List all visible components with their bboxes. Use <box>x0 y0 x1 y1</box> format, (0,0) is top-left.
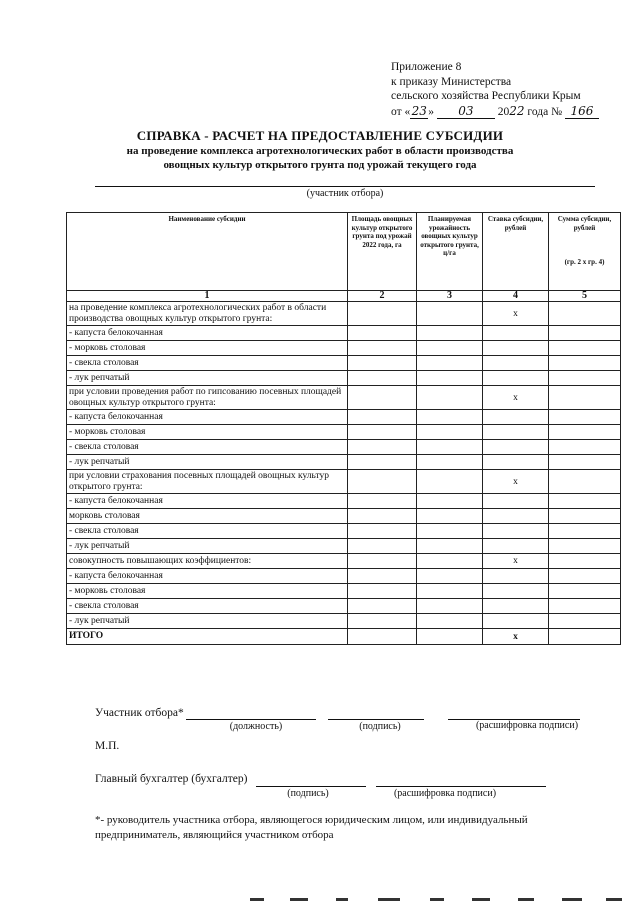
row-rate-cell[interactable] <box>483 341 549 356</box>
row-subsidy-name: при условии проведения работ по гипсованию посевных площадей овощных культур открытого грунта: <box>67 386 348 410</box>
row-rate-cell[interactable] <box>483 509 549 524</box>
row-sum-cell[interactable] <box>549 584 621 599</box>
row-area-cell[interactable] <box>348 509 417 524</box>
participant-signature-line[interactable] <box>328 718 424 720</box>
row-subsidy-name: - капуста белокочанная <box>67 569 348 584</box>
subsidy-table <box>66 212 621 645</box>
accountant-signature-caption: (подпись) <box>287 788 329 799</box>
column-number: 1 <box>67 291 348 302</box>
row-yield-cell[interactable] <box>417 494 483 509</box>
row-sum-cell[interactable] <box>549 470 621 494</box>
row-area-cell[interactable] <box>348 425 417 440</box>
row-yield-cell[interactable] <box>417 554 483 569</box>
total-sum-cell[interactable] <box>549 629 621 645</box>
table-row <box>67 554 621 569</box>
row-subsidy-name: - капуста белокочанная <box>67 494 348 509</box>
scan-artifact <box>250 898 640 902</box>
row-yield-cell[interactable] <box>417 614 483 629</box>
row-yield-cell[interactable] <box>417 386 483 410</box>
row-sum-cell[interactable] <box>549 569 621 584</box>
column-number: 3 <box>417 291 483 302</box>
row-subsidy-name: - лук репчатый <box>67 614 348 629</box>
row-subsidy-name: на проведение комплекса агротехнологических работ в области производства овощных культур открытого грунта: <box>67 302 348 326</box>
row-subsidy-name: совокупность повышающих коэффициентов: <box>67 554 348 569</box>
row-rate-cell[interactable] <box>483 524 549 539</box>
table-row <box>67 371 621 386</box>
row-sum-cell[interactable] <box>549 386 621 410</box>
table-row <box>67 509 621 524</box>
total-yield-cell[interactable] <box>417 629 483 645</box>
row-subsidy-name: - капуста белокочанная <box>67 410 348 425</box>
row-subsidy-name: при условии страхования посевных площадей овощных культур открытого грунта: <box>67 470 348 494</box>
table-body <box>67 302 621 629</box>
row-rate-cell[interactable] <box>483 539 549 554</box>
table-row <box>67 539 621 554</box>
row-rate-cell: х <box>483 554 549 569</box>
title-line-2: на проведение комплекса агротехнологических работ в области производства <box>126 145 514 157</box>
row-rate-cell: х <box>483 470 549 494</box>
column-number: 2 <box>348 291 417 302</box>
row-sum-cell[interactable] <box>549 614 621 629</box>
date-year-prefix: 20 <box>497 105 510 118</box>
row-rate-cell[interactable] <box>483 326 549 341</box>
header-sum <box>549 213 621 291</box>
document-title <box>60 128 580 172</box>
participant-caption: (участник отбора) <box>306 188 384 199</box>
accountant-signature-line[interactable] <box>256 785 366 787</box>
row-sum-cell[interactable] <box>549 539 621 554</box>
row-yield-cell[interactable] <box>417 455 483 470</box>
footnote: *- руководитель участника отбора, являющегося юридическим лицом, или индивидуальный предприниматель, являющийся участником отбора <box>95 814 528 841</box>
row-rate-cell[interactable] <box>483 614 549 629</box>
row-area-cell[interactable] <box>348 569 417 584</box>
row-subsidy-name: - морковь столовая <box>67 584 348 599</box>
table-row <box>67 614 621 629</box>
row-area-cell[interactable] <box>348 494 417 509</box>
total-label: ИТОГО <box>67 629 348 645</box>
row-subsidy-name: - свекла столовая <box>67 599 348 614</box>
row-yield-cell[interactable] <box>417 326 483 341</box>
header-area: Площадь овощных культур открытого грунта под урожай 2022 года, га <box>348 213 417 291</box>
table-row <box>67 356 621 371</box>
row-rate-cell[interactable] <box>483 494 549 509</box>
row-subsidy-name: - лук репчатый <box>67 371 348 386</box>
row-rate-cell[interactable] <box>483 455 549 470</box>
accountant-decipher-line[interactable] <box>376 785 546 787</box>
participant-fill-line <box>95 185 595 187</box>
row-subsidy-name: - свекла столовая <box>67 440 348 455</box>
row-area-cell[interactable] <box>348 584 417 599</box>
row-rate-cell[interactable] <box>483 356 549 371</box>
appendix-block <box>391 60 599 119</box>
row-area-cell[interactable] <box>348 554 417 569</box>
column-number-row <box>67 291 621 302</box>
row-subsidy-name: - капуста белокочанная <box>67 326 348 341</box>
position-caption: (должность) <box>229 721 283 732</box>
row-sum-cell[interactable] <box>549 326 621 341</box>
header-sum-note: (гр. 2 х гр. 4) <box>564 258 605 267</box>
row-rate-cell[interactable] <box>483 440 549 455</box>
row-yield-cell[interactable] <box>417 470 483 494</box>
signature-caption: (подпись) <box>359 721 401 732</box>
row-yield-cell[interactable] <box>417 539 483 554</box>
row-rate-cell[interactable] <box>483 371 549 386</box>
row-area-cell[interactable] <box>348 539 417 554</box>
row-sum-cell[interactable] <box>549 371 621 386</box>
row-area-cell[interactable] <box>348 326 417 341</box>
table-row <box>67 494 621 509</box>
table-row <box>67 410 621 425</box>
row-subsidy-name: - свекла столовая <box>67 356 348 371</box>
row-yield-cell[interactable] <box>417 524 483 539</box>
row-subsidy-name: морковь столовая <box>67 509 348 524</box>
row-rate-cell[interactable] <box>483 584 549 599</box>
table-row <box>67 386 621 410</box>
appendix-line-2: к приказу Министерства <box>391 75 512 88</box>
table-row <box>67 440 621 455</box>
table-row <box>67 569 621 584</box>
row-subsidy-name: - морковь столовая <box>67 425 348 440</box>
row-yield-cell[interactable] <box>417 584 483 599</box>
row-subsidy-name: - свекла столовая <box>67 524 348 539</box>
row-sum-cell[interactable] <box>549 599 621 614</box>
row-area-cell[interactable] <box>348 524 417 539</box>
row-yield-cell[interactable] <box>417 410 483 425</box>
row-yield-cell[interactable] <box>417 569 483 584</box>
table-row <box>67 584 621 599</box>
row-subsidy-name: - лук репчатый <box>67 455 348 470</box>
row-rate-cell: х <box>483 302 549 326</box>
row-area-cell[interactable] <box>348 455 417 470</box>
table-row <box>67 599 621 614</box>
participant-signature-label: Участник отбора* <box>95 707 184 719</box>
row-yield-cell[interactable] <box>417 302 483 326</box>
table-row <box>67 524 621 539</box>
table-row <box>67 425 621 440</box>
date-month: 03 <box>437 104 495 120</box>
table-row <box>67 455 621 470</box>
row-yield-cell[interactable] <box>417 341 483 356</box>
row-area-cell[interactable] <box>348 470 417 494</box>
accountant-decipher-caption: (расшифровка подписи) <box>393 788 497 799</box>
table-header-row <box>67 213 621 291</box>
row-yield-cell[interactable] <box>417 371 483 386</box>
date-year-suffix: 22 <box>509 103 525 118</box>
row-rate-cell[interactable] <box>483 410 549 425</box>
row-yield-cell[interactable] <box>417 440 483 455</box>
column-number: 5 <box>549 291 621 302</box>
row-sum-cell[interactable] <box>549 302 621 326</box>
date-from-label: от « <box>391 105 411 118</box>
column-number: 4 <box>483 291 549 302</box>
table-row <box>67 302 621 326</box>
row-yield-cell[interactable] <box>417 509 483 524</box>
row-yield-cell[interactable] <box>417 599 483 614</box>
decipher-caption: (расшифровка подписи) <box>475 720 579 731</box>
row-area-cell[interactable] <box>348 614 417 629</box>
row-sum-cell[interactable] <box>549 494 621 509</box>
row-rate-cell[interactable] <box>483 569 549 584</box>
row-yield-cell[interactable] <box>417 425 483 440</box>
header-rate: Ставка субсидии, рублей <box>483 213 549 291</box>
row-sum-cell[interactable] <box>549 425 621 440</box>
table-row <box>67 470 621 494</box>
row-area-cell[interactable] <box>348 356 417 371</box>
row-rate-cell: х <box>483 386 549 410</box>
row-sum-cell[interactable] <box>549 524 621 539</box>
row-area-cell[interactable] <box>348 341 417 356</box>
row-subsidy-name: - морковь столовая <box>67 341 348 356</box>
header-sum-label: Сумма субсидии, рублей <box>557 215 612 232</box>
row-sum-cell[interactable] <box>549 455 621 470</box>
total-row <box>67 629 621 645</box>
position-line[interactable] <box>186 718 316 720</box>
header-subsidy-name: Наименование субсидии <box>67 213 348 291</box>
row-sum-cell[interactable] <box>549 410 621 425</box>
row-subsidy-name: - лук репчатый <box>67 539 348 554</box>
order-number: 166 <box>565 104 599 120</box>
row-yield-cell[interactable] <box>417 356 483 371</box>
row-area-cell[interactable] <box>348 599 417 614</box>
row-sum-cell[interactable] <box>549 341 621 356</box>
row-area-cell[interactable] <box>348 410 417 425</box>
date-day: 23 <box>411 103 427 118</box>
row-area-cell[interactable] <box>348 371 417 386</box>
row-sum-cell[interactable] <box>549 554 621 569</box>
table-row <box>67 326 621 341</box>
row-area-cell[interactable] <box>348 386 417 410</box>
accountant-label: Главный бухгалтер (бухгалтер) <box>95 773 248 785</box>
date-year-word: года № <box>527 105 563 118</box>
row-sum-cell[interactable] <box>549 356 621 371</box>
row-rate-cell[interactable] <box>483 425 549 440</box>
total-rate: х <box>483 629 549 645</box>
title-line-3: овощных культур открытого грунта под урожай текущего года <box>163 159 477 171</box>
row-sum-cell[interactable] <box>549 440 621 455</box>
appendix-date-line <box>391 104 599 120</box>
row-area-cell[interactable] <box>348 302 417 326</box>
total-area-cell[interactable] <box>348 629 417 645</box>
stamp-label: М.П. <box>95 740 120 752</box>
row-rate-cell[interactable] <box>483 599 549 614</box>
appendix-line-1: Приложение 8 <box>391 61 462 73</box>
title-line-1: СПРАВКА - РАСЧЕТ НА ПРЕДОСТАВЛЕНИЕ СУБСИДИИ <box>136 128 504 143</box>
appendix-line-3: сельского хозяйства Республики Крым <box>391 90 581 102</box>
table-row <box>67 341 621 356</box>
row-sum-cell[interactable] <box>549 509 621 524</box>
header-yield: Планируемая урожайность овощных культур открытого грунта, ц/га <box>417 213 483 291</box>
row-area-cell[interactable] <box>348 440 417 455</box>
date-close-quote: » <box>428 105 434 118</box>
